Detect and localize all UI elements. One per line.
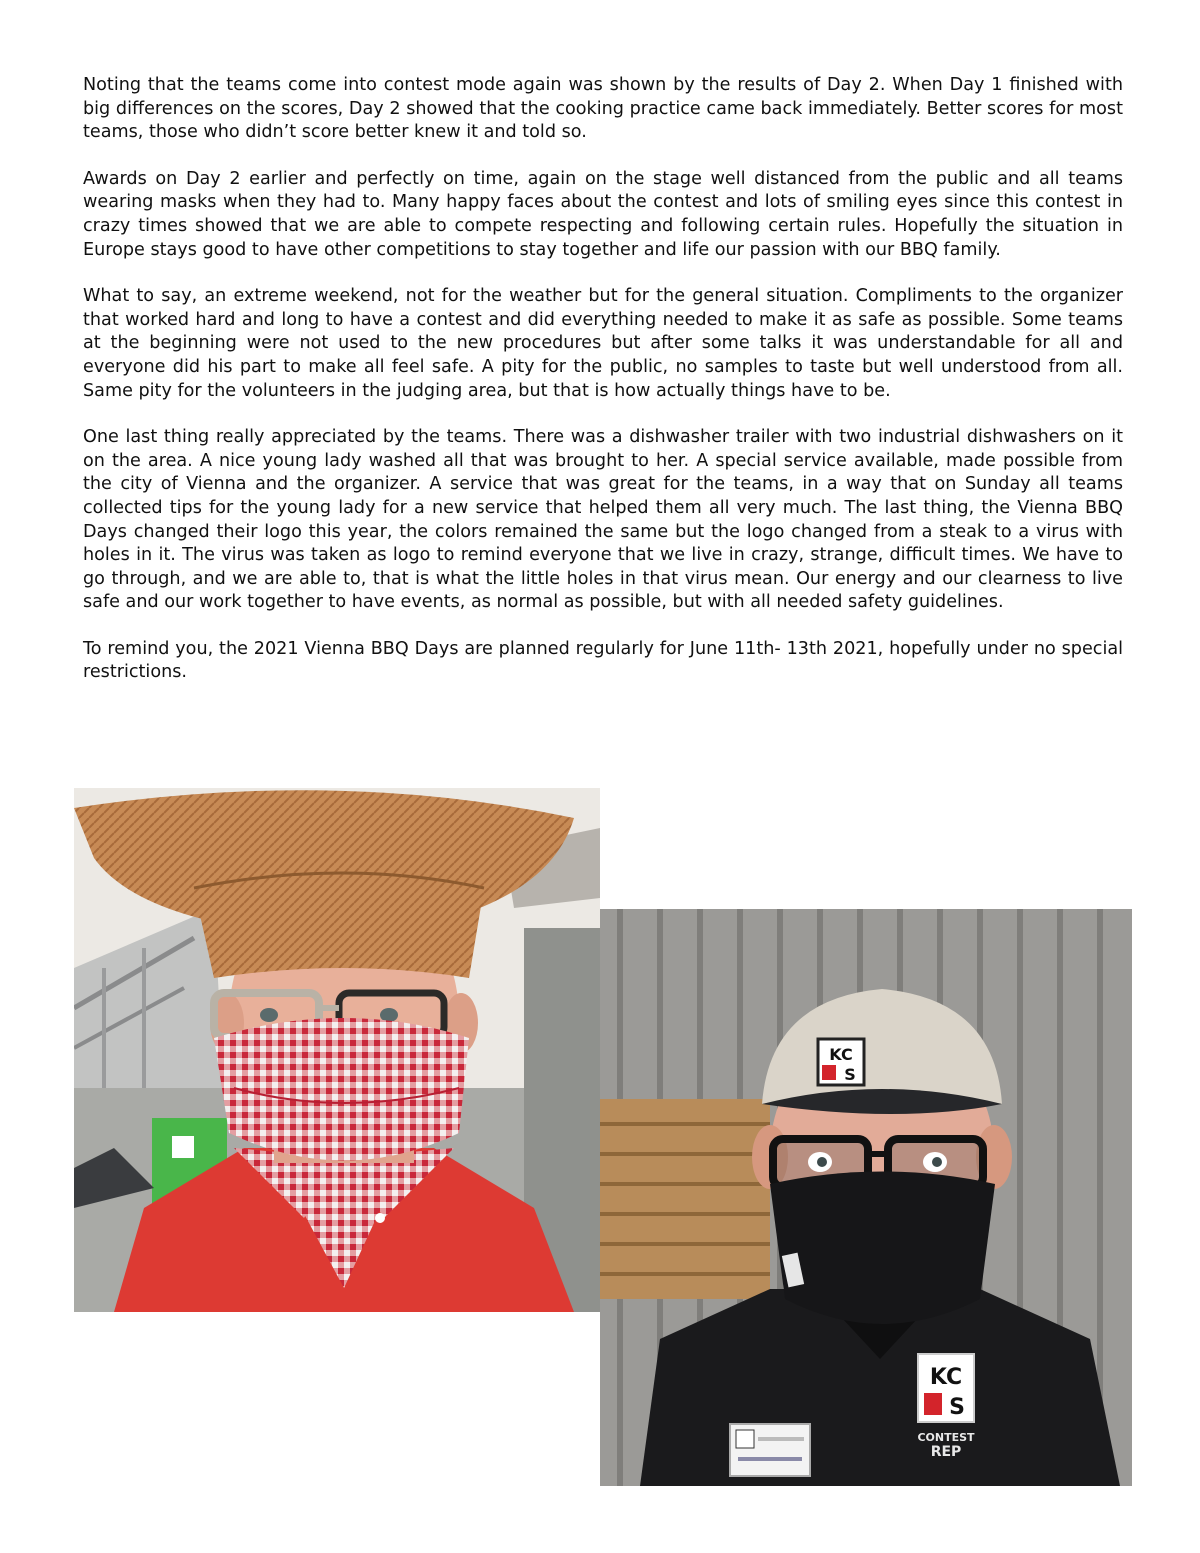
shirt-text-rep: REP — [930, 1444, 962, 1460]
kcbs-cap-man-illustration — [600, 909, 1132, 1486]
straw-hat-man-illustration — [74, 788, 600, 1312]
paragraph-day2-results: Noting that the teams come into contest mode again was shown by the results of Day 2. When Day 1 finished with big differences on the scores, Day 2 showed that the cooking practice came back immediately. Better scores for most teams, those who didn’t score better knew it and told so. — [83, 75, 1123, 143]
photo-straw-hat-man — [74, 788, 600, 1312]
paragraph-weekend: What to say, an extreme weekend, not for the weather but for the general situation. Compliments to the organizer that worked hard and long to have a contest and did everything needed to make it as safe as possible. Some teams at the beginning were not used to the new procedures but after some talks it was understandable for all and everyone did his part to make all feel safe. A pity for the public, no samples to taste but well understood from all. Same pity for the volunteers in the judging area, but that is how actually things have to be. — [83, 286, 1123, 401]
cap-logo-top: KC — [829, 1045, 853, 1064]
shirt-text-contest: CONTEST — [917, 1431, 975, 1444]
article-text — [83, 74, 1123, 708]
shirt-logo-top: KC — [929, 1365, 963, 1390]
cap-logo-bottom: S — [844, 1065, 856, 1084]
paragraph-awards: Awards on Day 2 earlier and perfectly on time, again on the stage well distanced from the public and all teams wearing masks when they had to. Many happy faces about the contest and lots of smiling eyes since this contest in crazy times showed that we are able to compete respecting and following certain rules. Hopefully the situation in Europe stays good to have other competitions to stay together and life our passion with our BBQ family. — [83, 168, 1123, 260]
photo-kcbs-cap-man — [600, 909, 1132, 1486]
paragraph-dishwasher: One last thing really appreciated by the teams. There was a dishwasher trailer with two industrial dishwashers on it on the area. A nice young lady washed all that was brought to her. A special service available, made possible from the city of Vienna and the organizer. A service that was great for the teams, in a way that on Sunday all teams collected tips for the young lady for a new service that helped them all very much. The last thing, the Vienna BBQ Days changed their logo this year, the colors remained the same but the logo changed from a steak to a virus with holes in it. The virus was taken as logo to remind everyone that we live in crazy, strange, difficult times. We have to go through, and we are able to, that is what the little holes in that virus mean. Our energy and our clearness to live safe and our work together to have events, as normal as possible, but with all needed safety guidelines. — [83, 427, 1123, 613]
shirt-logo-bottom: S — [949, 1395, 965, 1420]
paragraph-2021-reminder: To remind you, the 2021 Vienna BBQ Days are planned regularly for June 11th- 13th 2021, hopefully under no special restrictions. — [83, 638, 1123, 683]
